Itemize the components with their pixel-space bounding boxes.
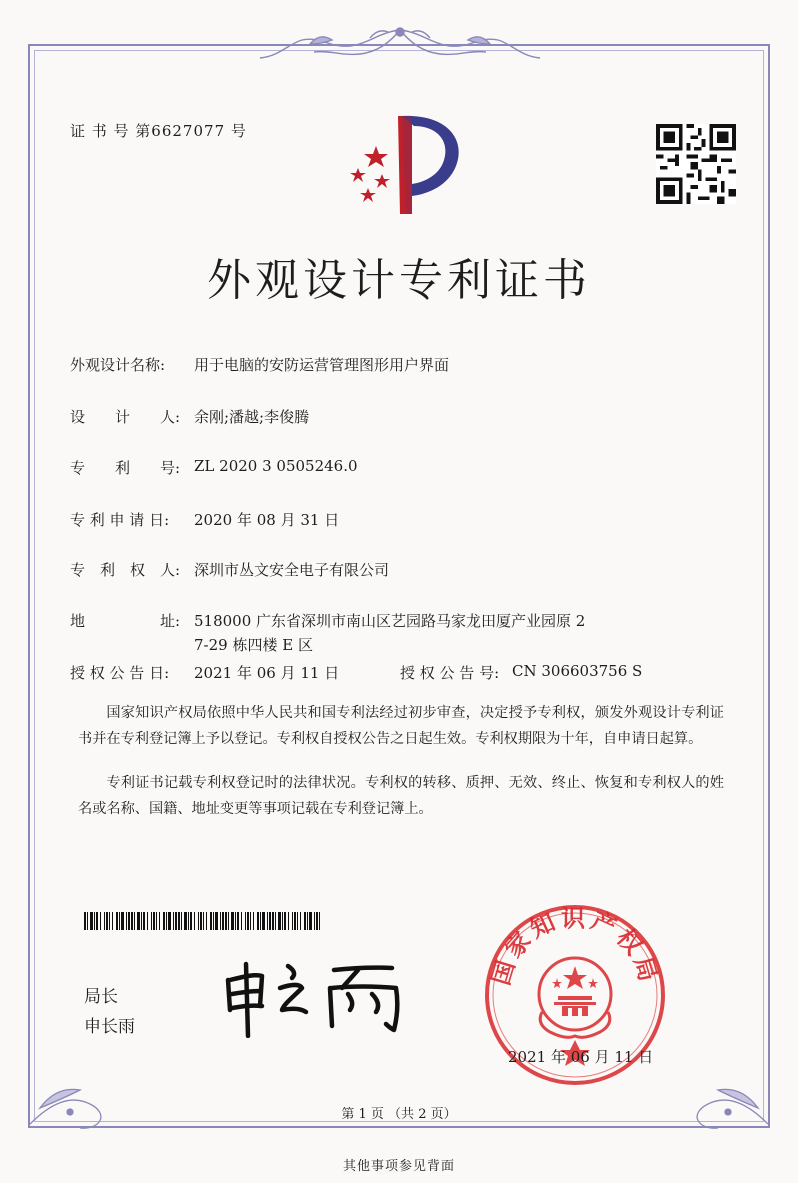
seal-text: 国家知识产权局 bbox=[485, 903, 665, 989]
qr-code-icon bbox=[656, 124, 736, 204]
barcode-icon bbox=[84, 912, 320, 930]
designer-value: 余刚;潘越;李俊腾 bbox=[194, 408, 310, 426]
statement-paragraph-2: 专利证书记载专利权登记时的法律状况。专利权的转移、质押、无效、终止、恢复和专利权人的姓名或名称、国籍、地址变更等事项记载在专利登记簿上。 bbox=[78, 775, 724, 817]
patent-number-value: ZL 2020 3 0505246.0 bbox=[194, 457, 358, 475]
address-value-line1: 518000 广东省深圳市南山区艺园路马家龙田厦产业园原 2 bbox=[194, 612, 586, 630]
designer-label: 设 计 人: bbox=[70, 408, 181, 426]
patent-office-logo-icon bbox=[338, 110, 468, 220]
application-date-value: 2020 年 08 月 31 日 bbox=[194, 511, 340, 529]
handwritten-signature-icon bbox=[222, 958, 422, 1038]
application-date-label: 专 利 申 请 日: bbox=[70, 511, 170, 529]
top-ornament bbox=[250, 22, 550, 74]
address-value-line2: 7-29 栋四楼 E 区 bbox=[194, 636, 313, 654]
design-name-value: 用于电脑的安防运营管理图形用户界面 bbox=[194, 356, 450, 374]
director-title: 局长 bbox=[84, 987, 118, 1007]
grant-date-label: 授 权 公 告 日: bbox=[70, 664, 170, 682]
patentee-label: 专 利 权 人: bbox=[70, 561, 181, 579]
director-name: 申长雨 bbox=[84, 1017, 135, 1037]
footer-note: 其他事项参见背面 bbox=[342, 1159, 455, 1174]
page-number: 第 1 页 （共 2 页） bbox=[341, 1107, 457, 1122]
statement-paragraph-1: 国家知识产权局依照中华人民共和国专利法经过初步审查，决定授予专利权，颁发外观设计专利证书并在专利登记簿上予以登记。专利权自授权公告之日起生效。专利权期限为十年，自申请日起算。 bbox=[78, 705, 724, 747]
patentee-value: 深圳市丛文安全电子有限公司 bbox=[194, 561, 390, 579]
grant-date-value: 2021 年 06 月 11 日 bbox=[194, 664, 340, 682]
certificate-number: 证 书 号 第6627077 号 bbox=[70, 122, 247, 140]
patent-number-label: 专 利 号: bbox=[70, 459, 181, 477]
grant-number-label: 授 权 公 告 号: bbox=[400, 664, 500, 682]
design-name-label: 外观设计名称: bbox=[70, 356, 166, 374]
address-label: 地 址: bbox=[70, 612, 181, 630]
seal-date: 2021 年 06 月 11 日 bbox=[508, 1048, 654, 1066]
certificate-title: 外观设计专利证书 bbox=[207, 255, 591, 306]
grant-number-value: CN 306603756 S bbox=[512, 662, 643, 680]
